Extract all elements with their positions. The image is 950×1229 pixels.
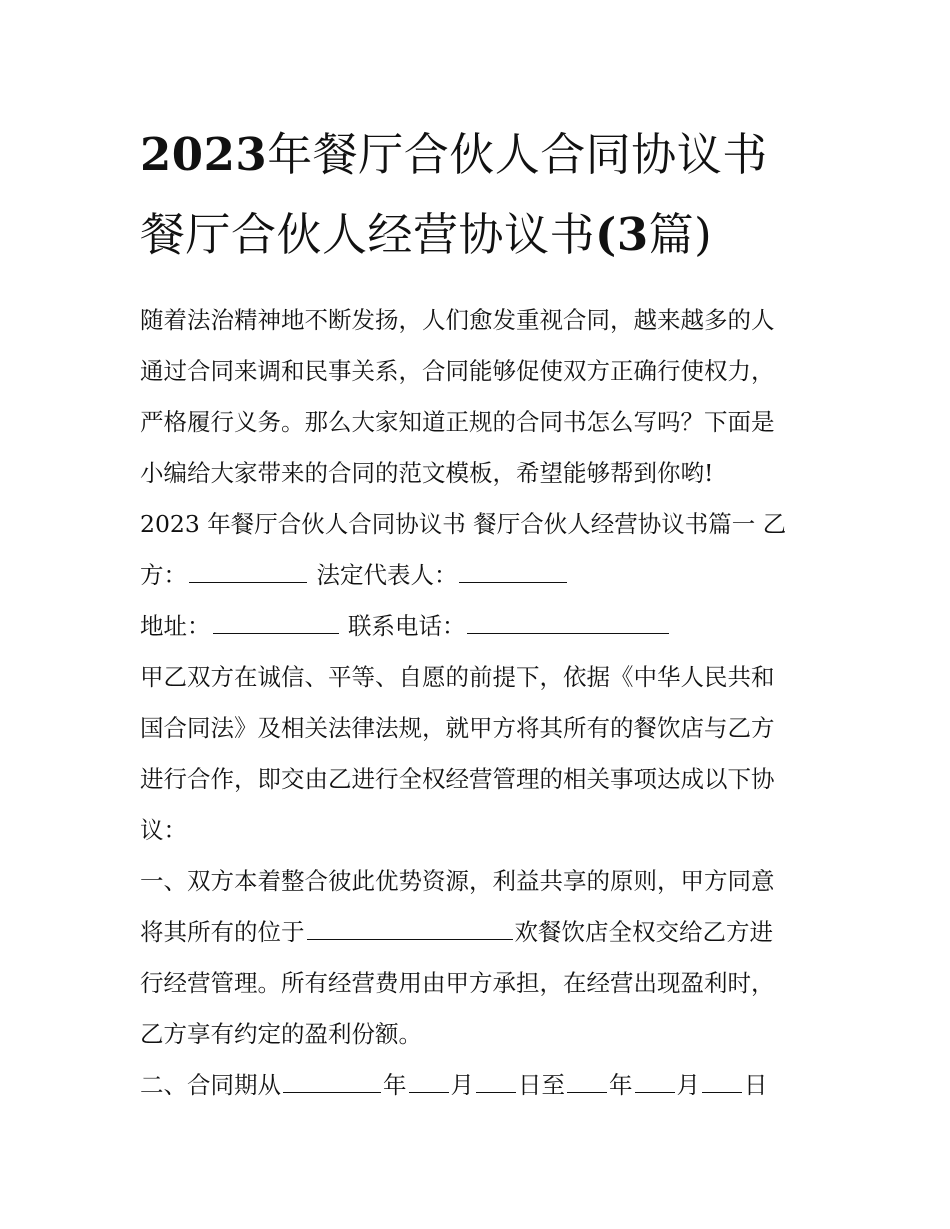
end-day-blank	[702, 1091, 742, 1093]
clause-1-location-prefix: 将其所有的位于	[140, 918, 305, 946]
clause-1-location-suffix: 欢餐饮店全权交给乙方进	[514, 918, 773, 946]
title-line-1-text: 年餐厅合伙人合同协议书	[267, 128, 768, 181]
title-paren-open: (	[595, 208, 617, 261]
title-line-2-text: 餐厅合伙人经营协议书	[140, 208, 596, 261]
start-day-blank	[476, 1091, 516, 1093]
section-heading: 2023 年餐厅合伙人合同协议书 餐厅合伙人经营协议书篇一 乙	[140, 510, 787, 538]
intro-line: 严格履行义务。那么大家知道正规的合同书怎么写吗？下面是	[140, 408, 775, 436]
intro-line: 小编给大家带来的合同的范文模板，希望能够帮到你哟!	[140, 459, 714, 487]
preamble-line: 进行合作，即交由乙进行全权经营管理的相关事项达成以下协	[140, 765, 775, 793]
party-b-name-blank	[189, 581, 307, 583]
start-month-label: 月	[450, 1071, 474, 1099]
title-line-2-suffix: 篇)	[648, 208, 713, 261]
restaurant-location-blank	[307, 938, 513, 940]
end-month-label: 月	[676, 1071, 700, 1099]
document-title	[140, 115, 812, 275]
address-blank	[213, 632, 339, 634]
phone-blank	[467, 632, 669, 634]
legal-rep-label: 法定代表人：	[316, 561, 458, 589]
intro-line: 通过合同来调和民事关系，合同能够促使双方正确行使权力，	[140, 357, 775, 385]
preamble-line: 国合同法》及相关法律法规，就甲方将其所有的餐饮店与乙方	[140, 714, 775, 742]
title-line-2	[140, 195, 812, 275]
clause-1-line: 乙方享有约定的盈利份额。	[140, 1020, 422, 1048]
start-year-blank	[283, 1091, 381, 1093]
intro-line: 随着法治精神地不断发扬，人们愈发重视合同，越来越多的人	[140, 306, 775, 334]
start-day-label: 日	[518, 1071, 542, 1099]
clause-1-line: 一、双方本着整合彼此优势资源，利益共享的原则，甲方同意	[140, 867, 775, 895]
start-month-blank	[409, 1091, 449, 1093]
clause-2-line	[140, 1060, 812, 1111]
document-body	[140, 295, 812, 1111]
end-day-label: 日	[744, 1071, 768, 1099]
end-month-blank	[635, 1091, 675, 1093]
address-line	[140, 601, 812, 652]
preamble-line: 甲乙双方在诚信、平等、自愿的前提下，依据《中华人民共和	[140, 663, 775, 691]
phone-label: 联系电话：	[347, 612, 466, 640]
title-count: 3	[616, 208, 649, 261]
title-line-1	[140, 115, 812, 195]
clause-1-line	[140, 907, 812, 958]
clause-1-line: 行经营管理。所有经营费用由甲方承担，在经营出现盈利时，	[140, 969, 775, 997]
clause-2-prefix: 二、合同期从	[140, 1071, 281, 1099]
party-b-label: 方：	[140, 561, 187, 589]
to-label: 至	[541, 1071, 565, 1099]
preamble-line: 议：	[140, 816, 187, 844]
party-b-line	[140, 550, 812, 601]
end-year-blank	[567, 1091, 607, 1093]
end-year-label: 年	[609, 1071, 633, 1099]
start-year-label: 年	[383, 1071, 407, 1099]
legal-rep-blank	[459, 581, 567, 583]
address-label: 地址：	[140, 612, 211, 640]
title-year: 2023	[140, 128, 268, 181]
